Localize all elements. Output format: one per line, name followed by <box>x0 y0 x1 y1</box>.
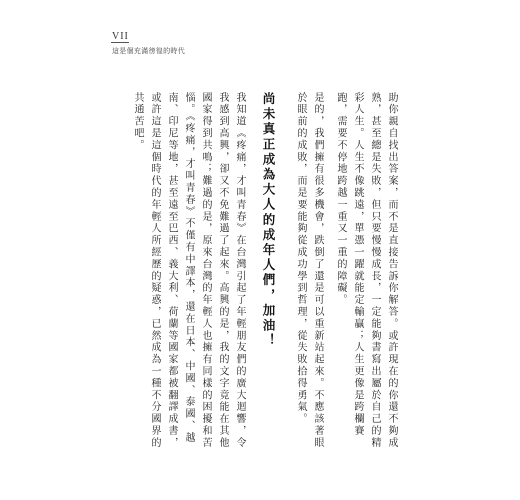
running-header-title: 這是個充滿徬徨的時代 <box>112 47 185 55</box>
body-paragraph-2: 是的，我們擁有很多機會，跌倒了還是可以重新站起來。不應該著眼於眼前的成敗，而是要能夠從成功學到哲理，從失敗拾得勇氣。 <box>295 92 323 449</box>
body-paragraph-1: 助你親自找出答案，而不是直接告訴你解答。或許現在的你還不夠成熟，甚至總是失敗，但只要慢慢成長，一定能夠書寫出屬於自己的精彩人生。人生不像跳遠，單憑一躍就能定輸贏；人生更像是跨欄賽跑，需要不停地跨越一重又一重的障礙。 <box>335 92 397 449</box>
page-number: VII <box>112 31 129 42</box>
section-heading: 尚未真正成為大人的成年人們，加油！ <box>261 92 276 349</box>
vertical-body-text <box>132 92 400 454</box>
body-paragraph-3: 我知道《疼痛，才叫青春》在台灣引起了年輕朋友們的廣大迴響，令我感到高興，卻又不免難過了起來。高興的是，我的文字竟能在其他國家得到共鳴；難過的是，原來台灣的年輕人也擁有同樣的困擾和苦惱。《疼痛，才叫青春》不僅有中譯本，還在日本、中國、泰國、越南、印尼等地，甚至遠至巴西、義大利、荷蘭等國家都被翻譯成書，或許這是這個時代的年輕人所經歷的疑惑，已然成為一種不分國界的共通苦吧。 <box>132 92 245 449</box>
header-rule <box>111 42 129 43</box>
